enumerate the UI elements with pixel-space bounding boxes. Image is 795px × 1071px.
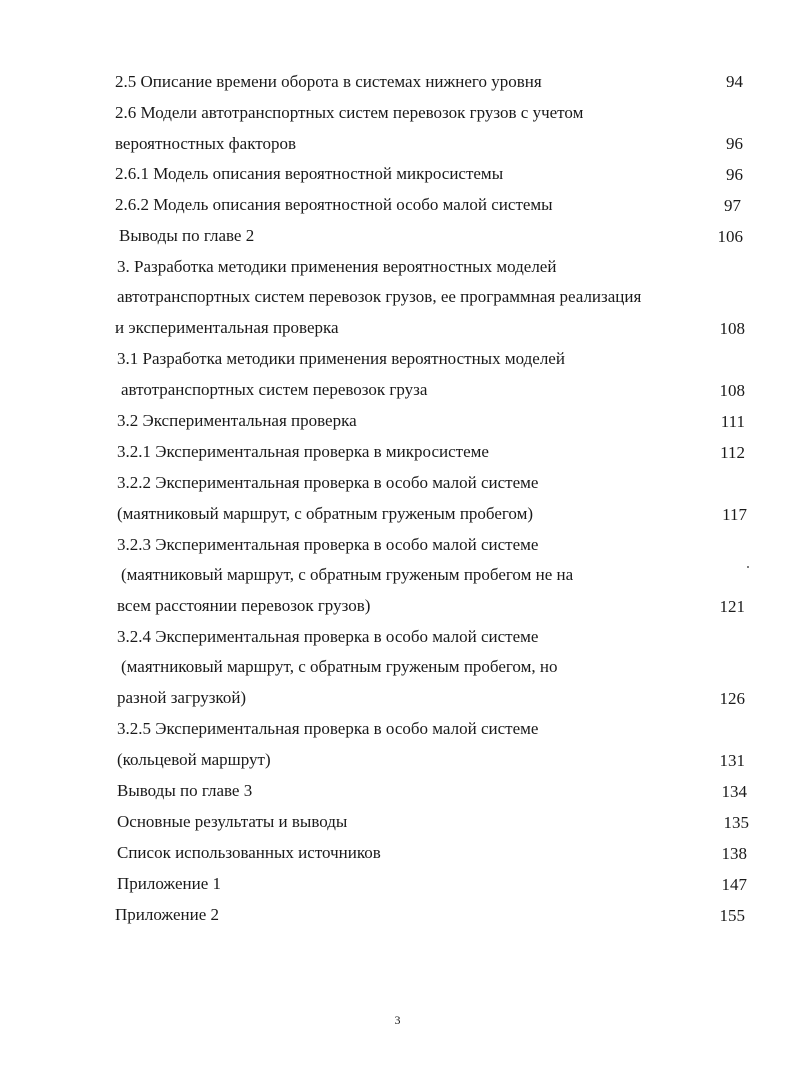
toc-entry-2-5: 2.5 Описание времени оборота в системах нижнего уровня [115, 72, 542, 91]
toc-entry-2-6-2: 2.6.2 Модель описания вероятностной особо малой системы [115, 195, 553, 214]
toc-page-2-6-2: 97 [724, 196, 741, 215]
toc-entry-conclusions-2: Выводы по главе 2 [119, 226, 255, 245]
toc-entry-appendix-1: Приложение 1 [117, 874, 221, 893]
toc-entry-3-2-5: 3.2.5 Экспериментальная проверка в особо малой системе [117, 719, 539, 738]
toc-entry-3-2-5-cont: (кольцевой маршрут) [117, 750, 271, 769]
toc-entry-3-2-2: 3.2.2 Экспериментальная проверка в особо малой системе [117, 473, 539, 492]
toc-page-main-results: 135 [723, 813, 749, 832]
toc-page-conclusions-3: 134 [721, 782, 747, 801]
toc-page-2-6-1: 96 [726, 165, 743, 184]
toc-page-2-6: 96 [726, 134, 743, 153]
toc-entry-3-2: 3.2 Экспериментальная проверка [117, 411, 357, 430]
toc-entry-2-6-1: 2.6.1 Модель описания вероятностной микросистемы [115, 164, 504, 183]
toc-entry-3-2-4-cont2: разной загрузкой) [117, 688, 247, 707]
toc-page-3-2-4: 126 [719, 689, 745, 708]
toc-entry-3: 3. Разработка методики применения вероятностных моделей [117, 257, 557, 276]
toc-entry-3-2-1: 3.2.1 Экспериментальная проверка в микросистеме [117, 442, 489, 461]
toc-entry-references: Список использованных источников [117, 843, 381, 862]
toc-page-3-1: 108 [719, 381, 745, 400]
toc-page-3-2-2: 117 [722, 505, 747, 524]
toc-page-appendix-2: 155 [719, 906, 745, 925]
toc-entry-2-6: 2.6 Модели автотранспортных систем перевозок грузов с учетом [115, 103, 584, 122]
scan-speck [747, 566, 749, 568]
page-number: 3 [394, 1013, 401, 1027]
toc-entry-2-6-cont: вероятностных факторов [115, 134, 296, 153]
toc-entry-main-results: Основные результаты и выводы [117, 812, 348, 831]
toc-page-3-2-1: 112 [720, 443, 745, 462]
toc-entry-3-cont1: автотранспортных систем перевозок грузов, ее программная реализация [117, 287, 642, 306]
toc-page-2-5: 94 [726, 72, 743, 91]
toc-entry-3-2-3-cont1: (маятниковый маршрут, с обратным груженым пробегом не на [121, 565, 574, 584]
toc-entry-3-2-3-cont2: всем расстоянии перевозок грузов) [117, 596, 371, 615]
toc-entry-3-2-4: 3.2.4 Экспериментальная проверка в особо малой системе [117, 627, 539, 646]
toc-page-3-2-3: 121 [719, 597, 745, 616]
toc-page-conclusions-2: 106 [717, 227, 743, 246]
toc-entry-conclusions-3: Выводы по главе 3 [117, 781, 253, 800]
toc-page-appendix-1: 147 [721, 875, 747, 894]
toc-entry-appendix-2: Приложение 2 [115, 905, 219, 924]
toc-entry-3-2-2-cont: (маятниковый маршрут, с обратным груженым пробегом) [117, 504, 534, 523]
toc-page-3-2-5: 131 [719, 751, 745, 770]
toc-entry-3-cont2: и экспериментальная проверка [115, 318, 339, 337]
toc-entry-3-2-3: 3.2.3 Экспериментальная проверка в особо малой системе [117, 535, 539, 554]
toc-entry-3-1: 3.1 Разработка методики применения вероятностных моделей [117, 349, 565, 368]
toc-page-3-2: 111 [720, 412, 745, 431]
toc-entry-3-1-cont: автотранспортных систем перевозок груза [121, 380, 428, 399]
toc-page-3: 108 [719, 319, 745, 338]
toc-page-references: 138 [721, 844, 747, 863]
toc-entry-3-2-4-cont1: (маятниковый маршрут, с обратным груженым пробегом, но [121, 657, 558, 676]
